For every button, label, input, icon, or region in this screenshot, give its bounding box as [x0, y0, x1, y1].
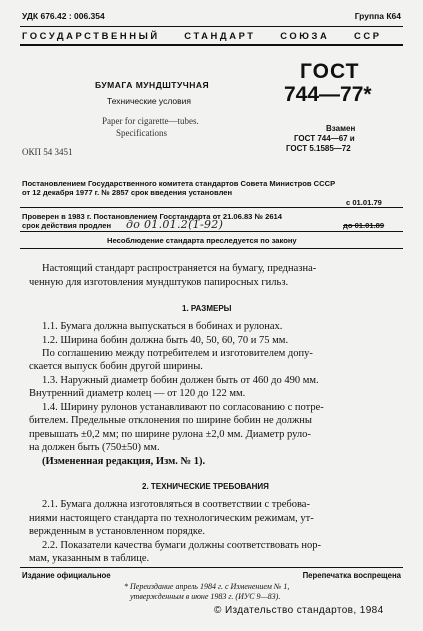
section-2-heading: 2. ТЕХНИЧЕСКИЕ ТРЕБОВАНИЯ: [142, 482, 269, 491]
replaces-label: Взамен: [326, 124, 356, 133]
section-1-line: По соглашению между потребителем и изготовителем допу-: [42, 348, 313, 359]
header-rule-top: [20, 26, 403, 27]
section-1-line: 1.3. Наружный диаметр бобин должен быть от 460 до 490 мм.: [42, 375, 319, 386]
footer-rule: [20, 567, 403, 568]
intro-line-2: ченную для изготовления мундштуков папиросных гильз.: [29, 277, 289, 288]
section-1-line: скается выпуск бобин другой ширины.: [29, 361, 203, 372]
standard-title-en-2: Specifications: [116, 128, 167, 138]
reissue-note-1: * Переиздание апрель 1984 г. с Изменением № 1,: [124, 582, 290, 591]
header-rule-bottom: [20, 44, 403, 46]
penalty-rule: [20, 248, 403, 249]
section-2-line: 2.2. Показатели качества бумаги должны соответствовать нор-: [42, 540, 321, 551]
effective-date: с 01.01.79: [346, 198, 382, 207]
state-standard-banner: ГОСУДАРСТВЕННЫЙ СТАНДАРТ СОЮЗА ССР: [22, 30, 382, 41]
amendment-note: (Измененная редакция, Изм. № 1).: [42, 456, 206, 467]
group-code: Группа К64: [354, 11, 401, 21]
replaces-standard-1: ГОСТ 744—67 и: [294, 134, 355, 143]
checked-rule: [20, 231, 403, 232]
reissue-note-2: утвержденным в июне 1983 г. (ИУС 9—83).: [130, 592, 281, 601]
section-2-line: ниями настоящего стандарта по технологическим режимам, ут-: [29, 513, 314, 524]
section-1-line: Внутренний диаметр колец — от 120 до 122 мм.: [29, 388, 246, 399]
gost-number: 744—77*: [284, 83, 372, 106]
section-1-line: превышать ±0,2 мм; по ширине рулона ±2,0 мм. Диаметр руло-: [29, 429, 311, 440]
decree-line-1: Постановлением Государственного комитета стандартов Совета Министров СССР: [22, 179, 336, 188]
standard-subtitle-ru: Технические условия: [107, 96, 191, 106]
section-1-line: 1.2. Ширина бобин должна быть 40, 50, 60, 70 и 75 мм.: [42, 335, 289, 346]
okp-code: ОКП 54 3451: [22, 147, 73, 157]
struck-expiry-date: до 01.01.89: [343, 221, 385, 230]
section-2-line: мам, указанным в таблице.: [29, 553, 150, 564]
decree-line-2: от 12 декабря 1977 г. № 2857 срок введения установлен: [22, 188, 233, 197]
reprint-forbidden: Перепечатка воспрещена: [302, 571, 401, 580]
section-1-line: на должен быть (750±50) мм.: [29, 442, 160, 453]
section-1-heading: 1. РАЗМЕРЫ: [182, 304, 232, 313]
official-edition: Издание официальное: [22, 571, 111, 580]
checked-line-1: Проверен в 1983 г. Постановлением Госстандарта от 21.06.83 № 2614: [22, 212, 282, 221]
copyright: © Издательство стандартов, 1984: [214, 605, 384, 616]
gost-label: ГОСТ: [300, 60, 360, 83]
section-2-line: 2.1. Бумага должна изготовляться в соответствии с требова-: [42, 499, 310, 510]
udk-code: УДК 676.42 : 006.354: [22, 11, 105, 21]
replaces-standard-2: ГОСТ 5.1585—72: [286, 144, 351, 153]
section-2-line: вержденным в установленном порядке.: [29, 526, 206, 537]
standard-title-ru: БУМАГА МУНДШТУЧНАЯ: [95, 80, 210, 90]
handwritten-extension: до 01.01.2(1-92): [126, 218, 224, 231]
standard-title-en-1: Paper for cigarette—tubes.: [102, 116, 199, 126]
section-1-line: бителем. Предельные отклонения по ширине бобин не должны: [29, 415, 312, 426]
checked-line-2: срок действия продлен: [22, 221, 112, 230]
penalty-notice: Несоблюдение стандарта преследуется по закону: [107, 236, 297, 245]
intro-line-1: Настоящий стандарт распространяется на бумагу, предназна-: [42, 263, 317, 274]
section-1-line: 1.4. Ширину рулонов устанавливают по согласованию с потре-: [42, 402, 324, 413]
decree-rule: [20, 207, 403, 208]
section-1-line: 1.1. Бумага должна выпускаться в бобинах и рулонах.: [42, 321, 283, 332]
